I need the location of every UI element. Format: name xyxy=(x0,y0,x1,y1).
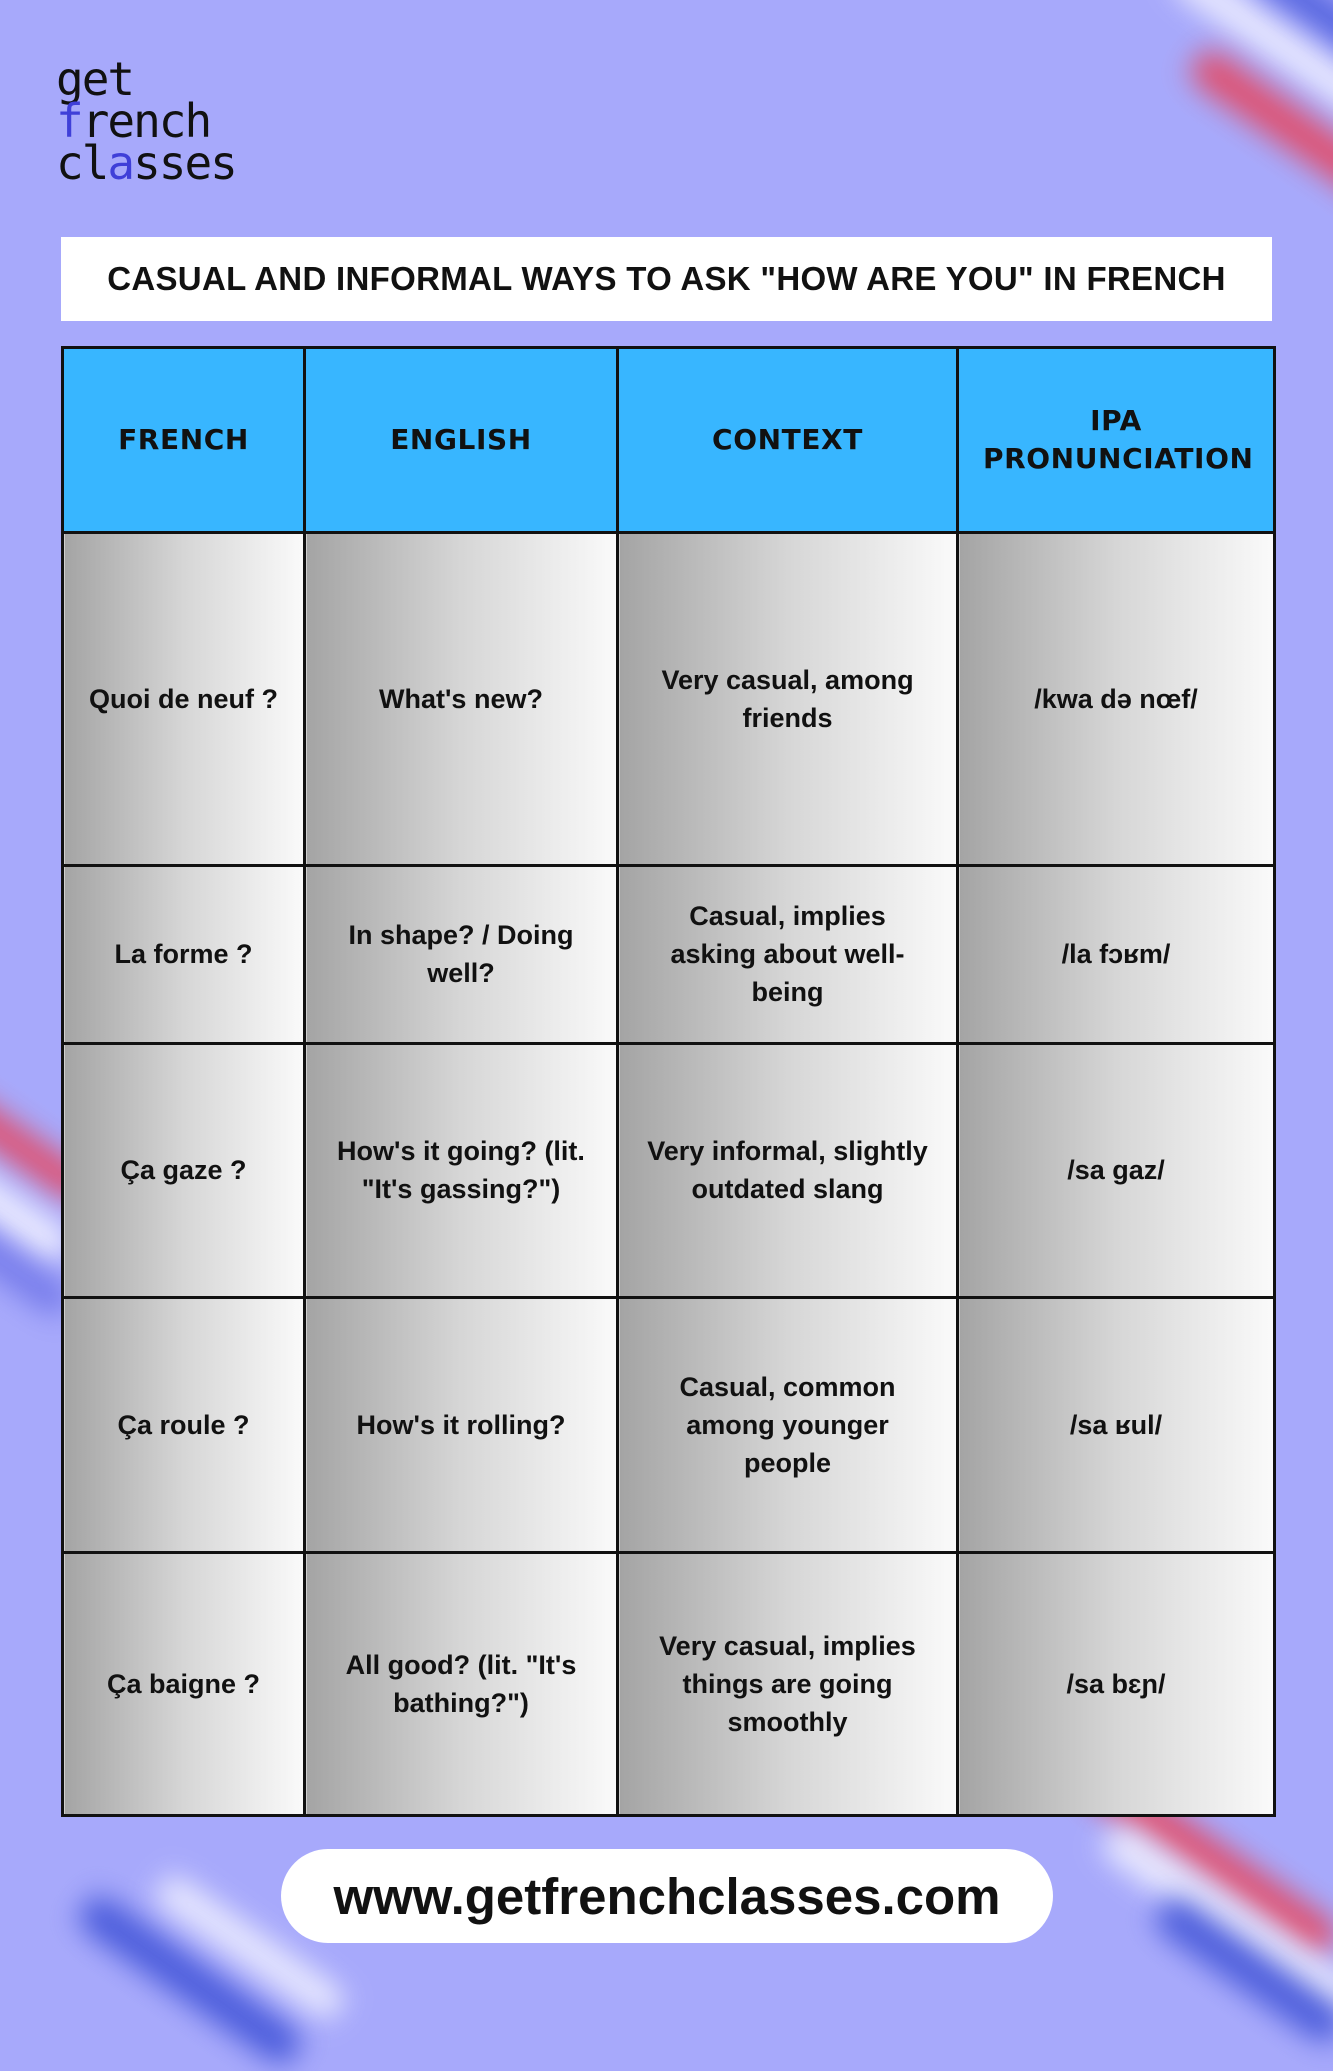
column-header-english: ENGLISH xyxy=(305,348,618,533)
column-header-french: FRENCH xyxy=(63,348,305,533)
french-cell: La forme ? xyxy=(63,866,305,1044)
website-url-pill[interactable] xyxy=(281,1849,1053,1943)
ipa-cell: /sa bɛɲ/ xyxy=(958,1553,1275,1816)
english-cell: What's new? xyxy=(305,533,618,866)
table-header-row xyxy=(63,348,1275,533)
french-cell: Ça baigne ? xyxy=(63,1553,305,1816)
table-row xyxy=(63,1553,1275,1816)
brand-logo[interactable] xyxy=(56,52,236,190)
ipa-cell: /sa gaz/ xyxy=(958,1043,1275,1298)
ipa-cell: /sa ʁul/ xyxy=(958,1298,1275,1553)
phrases-table xyxy=(61,346,1276,1817)
french-cell: Quoi de neuf ? xyxy=(63,533,305,866)
page-title: CASUAL AND INFORMAL WAYS TO ASK "HOW ARE YOU" IN FRENCH xyxy=(107,260,1226,297)
logo-line-2: french xyxy=(56,94,211,148)
title-banner xyxy=(61,237,1272,321)
french-cell: Ça roule ? xyxy=(63,1298,305,1553)
context-cell: Very casual, implies things are going smoothly xyxy=(618,1553,958,1816)
context-cell: Very casual, among friends xyxy=(618,533,958,866)
ipa-cell: /la fɔʁm/ xyxy=(958,866,1275,1044)
context-cell: Casual, implies asking about well-being xyxy=(618,866,958,1044)
english-cell: How's it rolling? xyxy=(305,1298,618,1553)
context-cell: Casual, common among younger people xyxy=(618,1298,958,1553)
logo-line-1: get xyxy=(56,52,134,106)
english-cell: How's it going? (lit. "It's gassing?") xyxy=(305,1043,618,1298)
website-url[interactable]: www.getfrenchclasses.com xyxy=(333,1867,1001,1925)
english-cell: All good? (lit. "It's bathing?") xyxy=(305,1553,618,1816)
logo-line-3: classes xyxy=(56,136,236,190)
context-cell: Very informal, slightly outdated slang xyxy=(618,1043,958,1298)
column-header-ipa: IPA PRONUNCIATION xyxy=(958,348,1275,533)
table-row xyxy=(63,1043,1275,1298)
ipa-cell: /kwa də nœf/ xyxy=(958,533,1275,866)
english-cell: In shape? / Doing well? xyxy=(305,866,618,1044)
column-header-context: CONTEXT xyxy=(618,348,958,533)
table-row xyxy=(63,866,1275,1044)
table-row xyxy=(63,533,1275,866)
french-cell: Ça gaze ? xyxy=(63,1043,305,1298)
table-row xyxy=(63,1298,1275,1553)
